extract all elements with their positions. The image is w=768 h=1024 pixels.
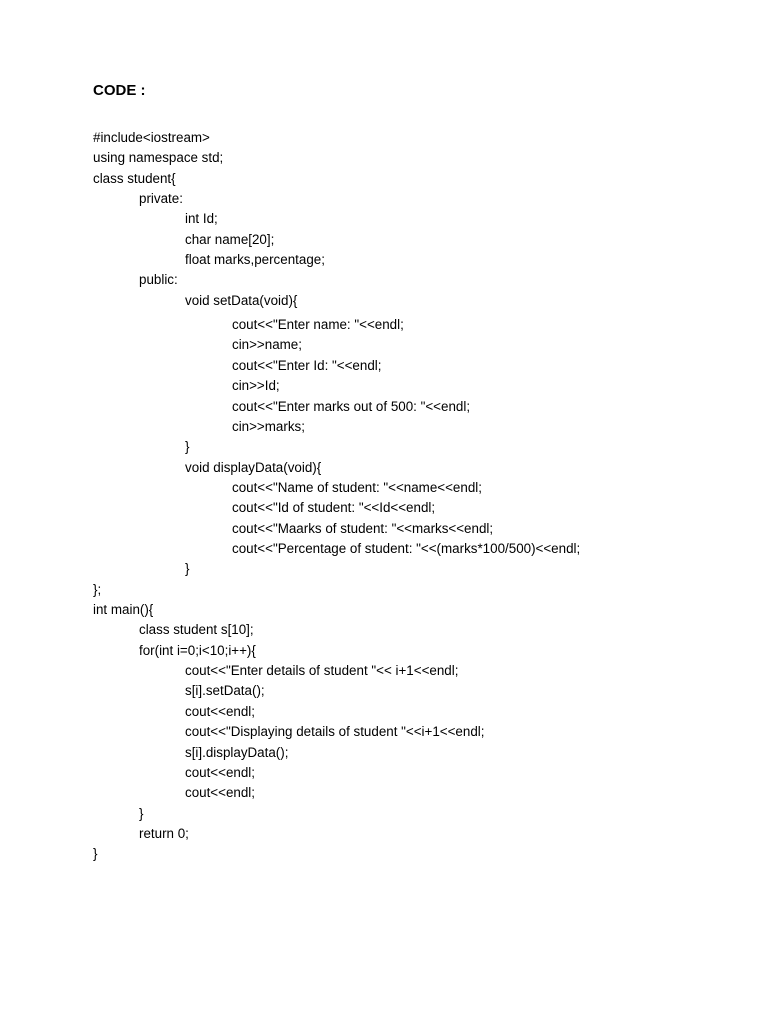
code-line: } [185, 439, 190, 454]
code-line: } [93, 846, 98, 861]
code-line: int Id; [185, 211, 218, 226]
code-line: cout<<"Id of student: "<<Id<<endl; [232, 500, 436, 515]
code-line: cin>>Id; [232, 378, 280, 393]
code-line: cout<<endl; [185, 704, 255, 719]
code-line: for(int i=0;i<10;i++){ [139, 643, 256, 658]
code-line: int main(){ [93, 602, 154, 617]
code-line: float marks,percentage; [185, 252, 325, 267]
code-line: class student s[10]; [139, 622, 254, 637]
code-line: void displayData(void){ [185, 460, 322, 475]
code-line: cout<<"Enter name: "<<endl; [232, 317, 404, 332]
code-line: cin>>name; [232, 337, 302, 352]
code-line: }; [93, 582, 102, 597]
code-line: private: [139, 191, 183, 206]
code-line: cout<<endl; [185, 765, 255, 780]
code-line: } [185, 561, 190, 576]
code-line: cout<<"Enter Id: "<<endl; [232, 358, 382, 373]
code-line: } [139, 806, 144, 821]
code-line: char name[20]; [185, 232, 275, 247]
code-line: return 0; [139, 826, 189, 841]
code-line: s[i].setData(); [185, 683, 265, 698]
code-line: class student{ [93, 171, 176, 186]
code-line: cout<<"Maarks of student: "<<marks<<endl; [232, 521, 494, 536]
code-line: #include<iostream> [93, 130, 210, 145]
code-line: public: [139, 272, 178, 287]
code-line: void setData(void){ [185, 293, 298, 308]
code-heading: CODE : [93, 82, 146, 99]
code-line: s[i].displayData(); [185, 745, 289, 760]
code-line: cout<<"Name of student: "<<name<<endl; [232, 480, 482, 495]
code-line: using namespace std; [93, 150, 224, 165]
code-line: cout<<"Enter marks out of 500: "<<endl; [232, 399, 471, 414]
code-line: cout<<"Displaying details of student "<<i+1<<endl; [185, 724, 485, 739]
code-line: cin>>marks; [232, 419, 305, 434]
code-line: cout<<endl; [185, 785, 255, 800]
code-line: cout<<"Enter details of student "<< i+1<<endl; [185, 663, 459, 678]
code-line: cout<<"Percentage of student: "<<(marks*100/500)<<endl; [232, 541, 581, 556]
